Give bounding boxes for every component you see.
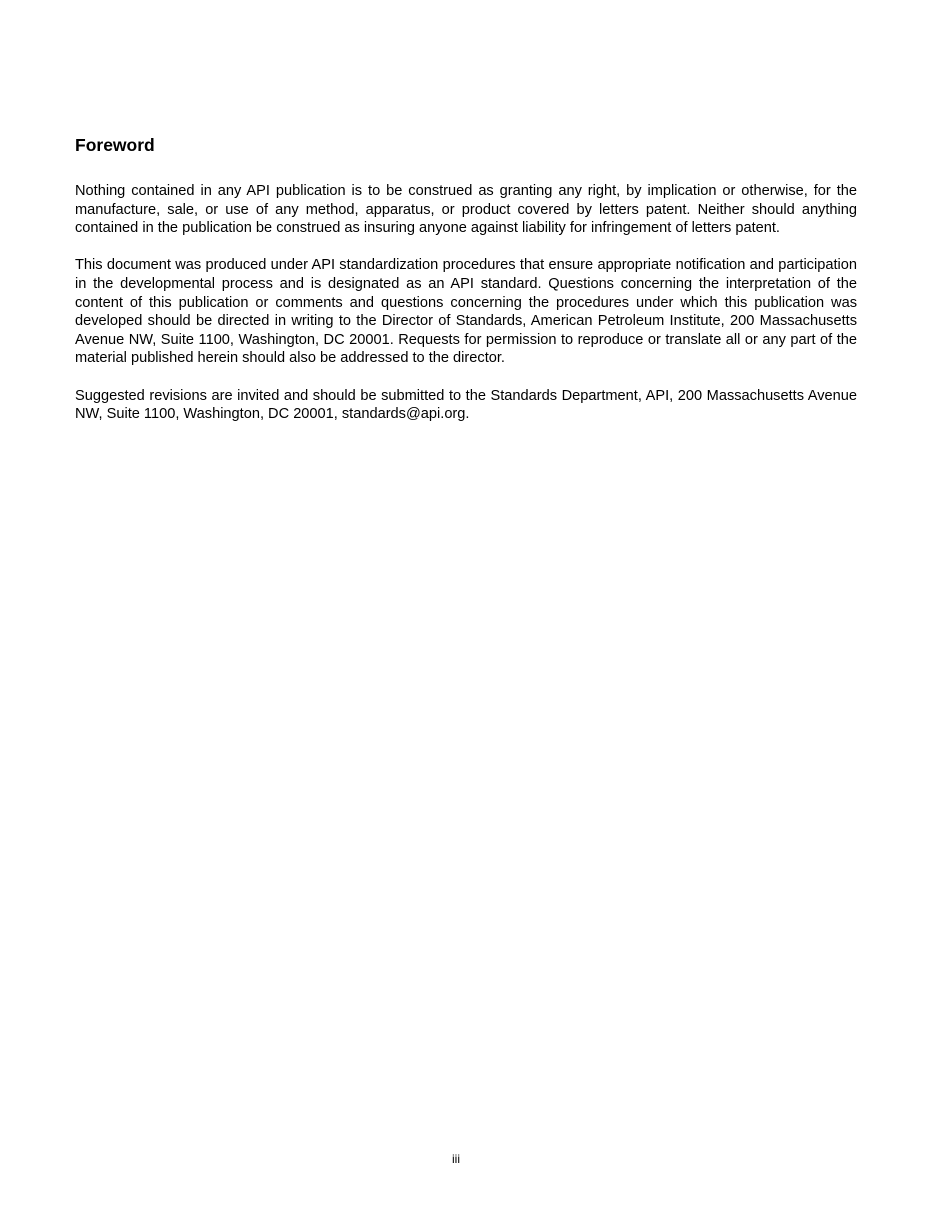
standardization-paragraph: This document was produced under API standardization procedures that ensure appropriate notification and participation in the developmental process and is designated as an API standard. Questions concerning the interpretation of the content of this publication or comments and questions concerning the procedures under which this publication was developed should be directed in writing to the Director of Standards, American Petroleum Institute, 200 Massachusetts Avenue NW, Suite 1100, Washington, DC 20001. Requests for permission to reproduce or translate all or any part of the material published herein should also be addressed to the director. — [75, 257, 857, 367]
revisions-paragraph: Suggested revisions are invited and should be submitted to the Standards Department, API, 200 Massachusetts Avenue NW, Suite 1100, Washington, DC 20001, standards@api.org. — [75, 387, 857, 423]
page-content — [75, 134, 857, 442]
page-number: iii — [452, 1152, 460, 1166]
foreword-heading: Foreword — [75, 135, 155, 155]
patent-disclaimer-paragraph: Nothing contained in any API publication is to be construed as granting any right, by implication or otherwise, for the manufacture, sale, or use of any method, apparatus, or product covered by letters patent. Neither should anything contained in the publication be construed as insuring anyone against liability for infringement of letters patent. — [75, 183, 857, 237]
